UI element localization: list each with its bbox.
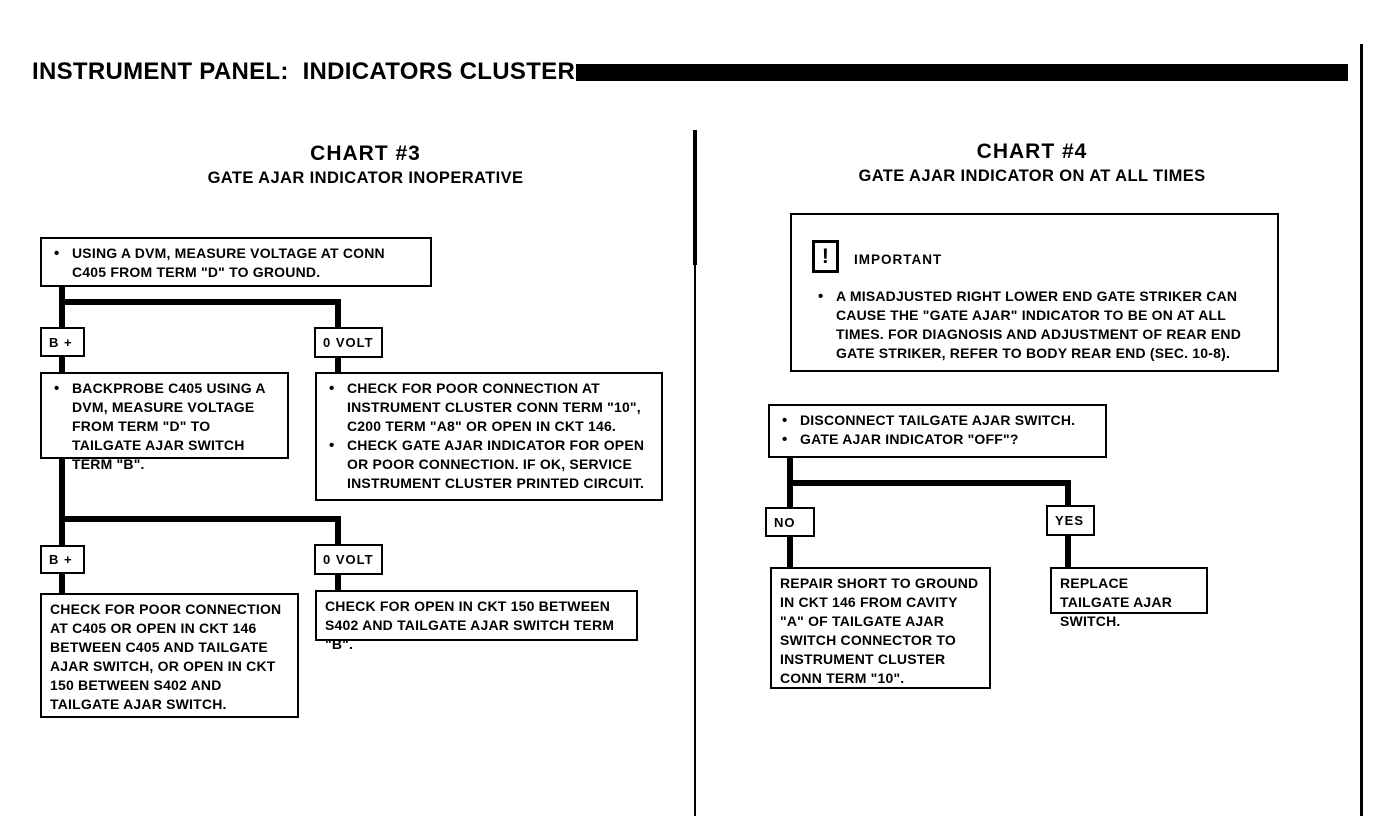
- flow-box-repair-short: REPAIR SHORT TO GROUND IN CKT 146 FROM CAVITY "A" OF TAILGATE AJAR SWITCH CONNECTOR TO INSTRUMENT CLUSTER CONN TERM "10".: [770, 567, 991, 689]
- step-text: GATE AJAR INDICATOR "OFF"?: [800, 431, 1019, 447]
- flow-box-check-poor-connection: [315, 372, 663, 501]
- connector-line: [59, 573, 65, 594]
- step-text: USING A DVM, MEASURE VOLTAGE AT CONN C405 FROM TERM "D" TO GROUND.: [72, 245, 385, 280]
- step-text: CHECK GATE AJAR INDICATOR FOR OPEN OR POOR CONNECTION. IF OK, SERVICE INSTRUMENT CLUSTER PRINTED CIRCUIT.: [347, 437, 645, 491]
- connector-line: [335, 357, 341, 373]
- chart4-title-block: [822, 140, 1242, 186]
- important-label: IMPORTANT: [854, 252, 943, 267]
- connector-line: [59, 299, 341, 305]
- page-title: INSTRUMENT PANEL: INDICATORS CLUSTER: [32, 58, 576, 85]
- flow-box-result-left: CHECK FOR POOR CONNECTION AT C405 OR OPEN IN CKT 146 BETWEEN C405 AND TAILGATE AJAR SWITCH, OR OPEN IN CKT 150 BETWEEN S402 AND TAILGATE AJAR SWITCH.: [40, 593, 299, 718]
- page-right-rule: [1360, 44, 1363, 816]
- connector-line: [59, 286, 65, 328]
- connector-line: [787, 480, 1071, 486]
- connector-line: [59, 356, 65, 373]
- bullet-icon: [325, 436, 347, 493]
- connector-line: [787, 536, 793, 568]
- branch-label-0-volt-1: 0 VOLT: [314, 327, 383, 358]
- chart3-title: CHART #3: [310, 142, 421, 165]
- header-rule-bar: [576, 64, 1348, 81]
- connector-line: [1065, 480, 1071, 507]
- chart-divider-rule-top: [693, 130, 697, 265]
- flow-box-backprobe: [40, 372, 289, 472]
- flow-box-result-right: CHECK FOR OPEN IN CKT 150 BETWEEN S402 AND TAILGATE AJAR SWITCH TERM "B".: [315, 590, 638, 641]
- important-exclamation-icon: [812, 240, 839, 273]
- bullet-icon: [778, 411, 800, 430]
- chart3-title-block: [148, 142, 583, 188]
- branch-label-0-volt-2: 0 VOLT: [314, 544, 383, 575]
- chart4-title: CHART #4: [976, 140, 1088, 163]
- exclamation-glyph: !: [821, 245, 830, 268]
- bullet-icon: [814, 287, 836, 363]
- branch-label-b-plus-2: B +: [40, 545, 85, 574]
- chart-divider-rule: [694, 265, 696, 816]
- step-text: CHECK FOR POOR CONNECTION AT INSTRUMENT CLUSTER CONN TERM "10", C200 TERM "A8" OR OPEN IN CKT 146.: [347, 380, 641, 434]
- connector-line: [1065, 535, 1071, 568]
- connector-line: [59, 458, 65, 546]
- step-text: A MISADJUSTED RIGHT LOWER END GATE STRIKER CAN CAUSE THE "GATE AJAR" INDICATOR TO BE ON AT ALL TIMES. FOR DIAGNOSIS AND ADJUSTMENT OF REAR END GATE STRIKER, REFER TO BODY REAR END (SEC. 10-8).: [836, 288, 1242, 361]
- chart4-subtitle: GATE AJAR INDICATOR ON AT ALL TIMES: [858, 167, 1206, 185]
- flow-box-measure-voltage: [40, 237, 432, 287]
- connector-line: [335, 574, 341, 591]
- bullet-icon: [50, 244, 72, 282]
- branch-label-yes: YES: [1046, 505, 1095, 536]
- branch-label-b-plus-1: B +: [40, 327, 85, 357]
- chart3-subtitle: GATE AJAR INDICATOR INOPERATIVE: [207, 169, 524, 187]
- branch-label-no: NO: [765, 507, 815, 537]
- connector-line: [59, 516, 341, 522]
- connector-line: [335, 299, 341, 328]
- important-note-box: [790, 213, 1279, 372]
- bullet-icon: [778, 430, 800, 449]
- flow-box-disconnect-switch: [768, 404, 1107, 458]
- step-text: BACKPROBE C405 USING A DVM, MEASURE VOLTAGE FROM TERM "D" TO TAILGATE AJAR SWITCH TERM "B".: [72, 380, 266, 472]
- step-text: DISCONNECT TAILGATE AJAR SWITCH.: [800, 412, 1076, 428]
- bullet-icon: [325, 379, 347, 436]
- important-text: [814, 287, 1265, 363]
- connector-line: [335, 516, 341, 545]
- flow-box-replace-switch: REPLACE TAILGATE AJAR SWITCH.: [1050, 567, 1208, 614]
